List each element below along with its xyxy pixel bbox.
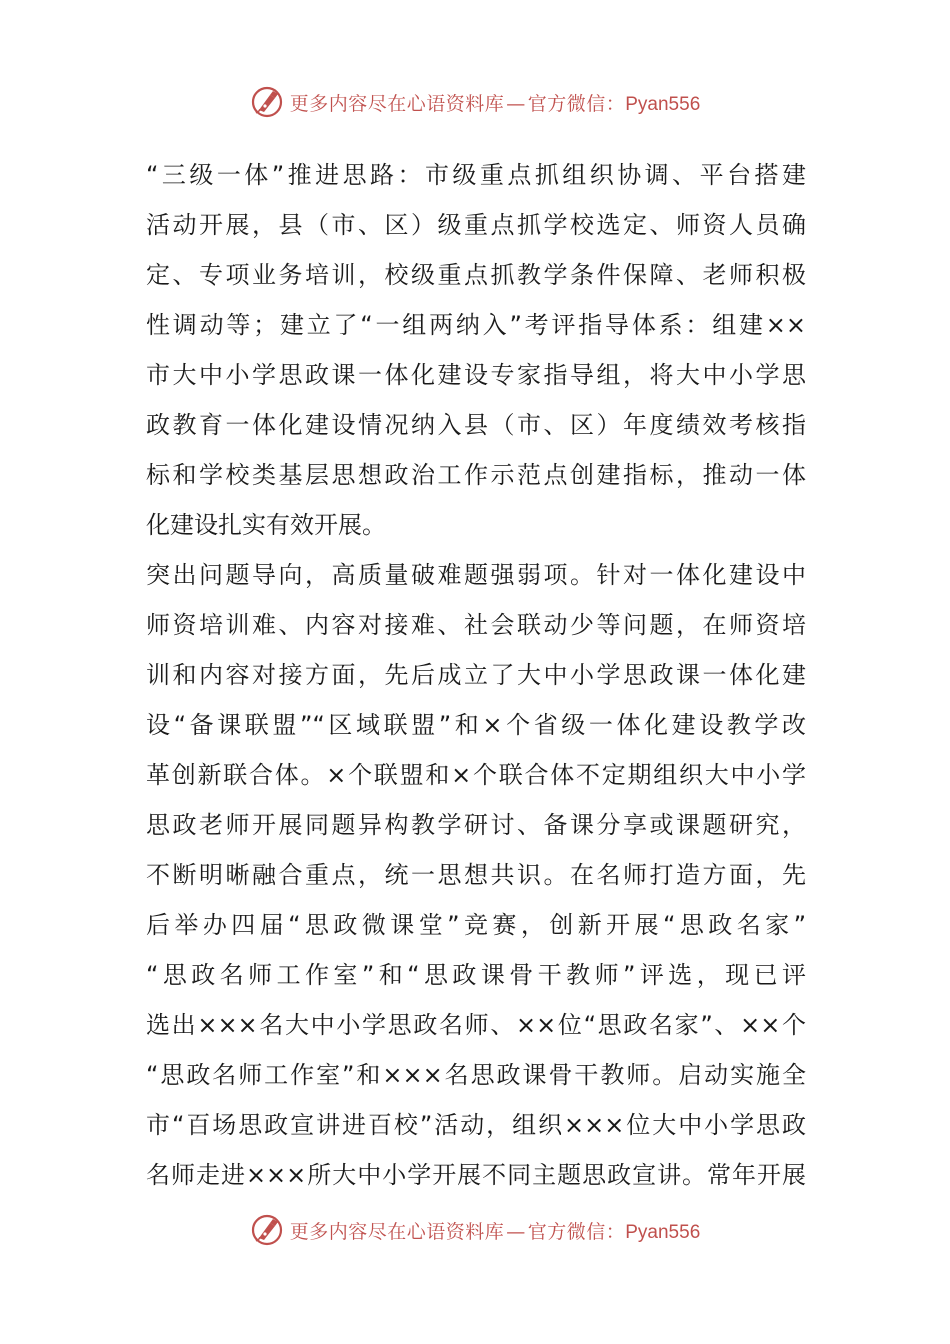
body-line: 选出×××名大中小学思政名师、××位“思政名家”、××个 bbox=[146, 1011, 806, 1039]
body-line: 标和学校类基层思想政治工作示范点创建指标，推动一体 bbox=[146, 461, 806, 489]
footer-wechat-id: Pyan556 bbox=[625, 1221, 701, 1243]
body-line: 思政老师开展同题异构教学研讨、备课分享或课题研究， bbox=[146, 811, 806, 839]
body-line: 设“备课联盟”“区域联盟”和×个省级一体化建设教学改 bbox=[146, 711, 806, 739]
body-line: 突出问题导向，高质量破难题强弱项。针对一体化建设中 bbox=[146, 561, 806, 589]
body-line: 市“百场思政宣讲进百校”活动，组织×××位大中小学思政 bbox=[146, 1111, 806, 1139]
pen-nib-logo-icon bbox=[250, 1213, 284, 1247]
body-line: 市大中小学思政课一体化建设专家指导组，将大中小学思 bbox=[146, 361, 806, 389]
header-wechat-id: Pyan556 bbox=[625, 93, 701, 115]
footer-banner-suffix: 官方微信： bbox=[527, 1220, 626, 1243]
pen-nib-logo-icon bbox=[250, 85, 284, 119]
body-line: “三级一体”推进思路：市级重点抓组织协调、平台搭建 bbox=[146, 161, 806, 189]
body-line: “思政名师工作室”和“思政课骨干教师”评选，现已评 bbox=[146, 961, 806, 989]
body-line: 训和内容对接方面，先后成立了大中小学思政课一体化建 bbox=[146, 661, 806, 689]
document-body bbox=[146, 150, 806, 1200]
body-line: 后举办四届“思政微课堂”竞赛，创新开展“思政名家” bbox=[146, 911, 806, 939]
body-line: 性调动等；建立了“一组两纳入”考评指导体系：组建×× bbox=[146, 311, 806, 339]
header-banner-text bbox=[290, 89, 701, 116]
body-line: 名师走进×××所大中小学开展不同主题思政宣讲。常年开展 bbox=[146, 1161, 806, 1189]
header-banner-title: 更多内容尽在心语资料库 bbox=[289, 92, 505, 115]
header-banner bbox=[0, 82, 950, 122]
header-banner-suffix: 官方微信： bbox=[527, 92, 626, 115]
body-line: 活动开展，县（市、区）级重点抓学校选定、师资人员确 bbox=[146, 211, 806, 239]
body-line: 化建设扎实有效开展。 bbox=[146, 511, 386, 539]
body-line: 不断明晰融合重点，统一思想共识。在名师打造方面，先 bbox=[146, 861, 806, 889]
body-line: 师资培训难、内容对接难、社会联动少等问题，在师资培 bbox=[146, 611, 806, 639]
footer-banner-text bbox=[290, 1217, 701, 1244]
header-banner-separator: — bbox=[506, 92, 526, 115]
footer-banner-separator: — bbox=[506, 1220, 526, 1243]
body-line: 革创新联合体。×个联盟和×个联合体不定期组织大中小学 bbox=[146, 761, 806, 789]
body-line: 定、专项业务培训，校级重点抓教学条件保障、老师积极 bbox=[146, 261, 806, 289]
body-line: “思政名师工作室”和×××名思政课骨干教师。启动实施全 bbox=[146, 1061, 806, 1089]
footer-banner-title: 更多内容尽在心语资料库 bbox=[289, 1220, 505, 1243]
footer-banner bbox=[0, 1210, 950, 1250]
body-line: 政教育一体化建设情况纳入县（市、区）年度绩效考核指 bbox=[146, 411, 806, 439]
